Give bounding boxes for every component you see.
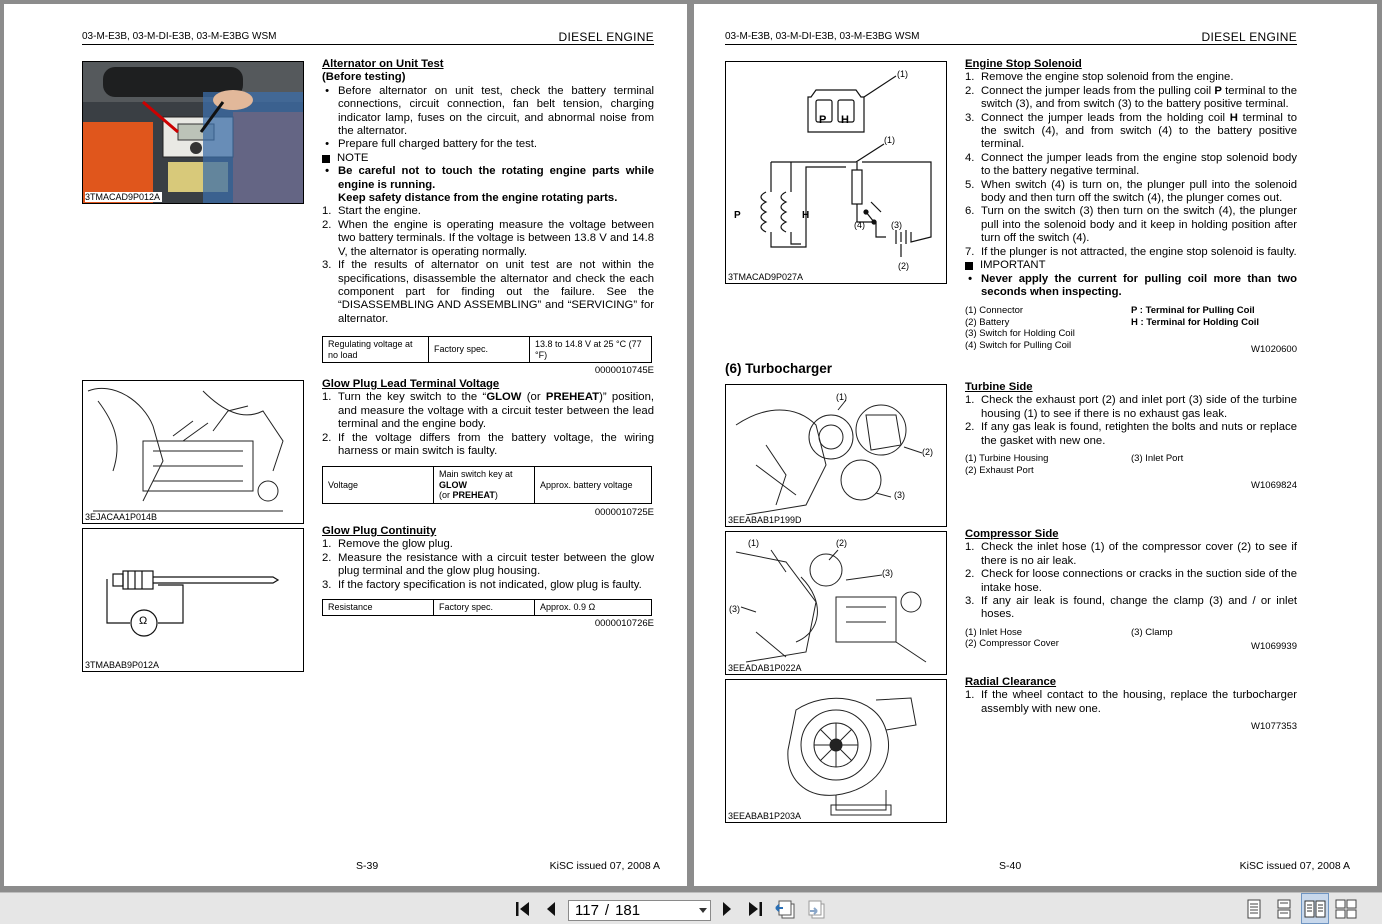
table-cell: Factory spec. [434,600,535,616]
alternator-spec-table [322,336,652,363]
issue-note: KiSC issued 07, 2008 A [1239,860,1350,872]
turbine-section: Turbine Side 1. Check the exhaust port (2) and inlet port (3) side of the turbine housing (1) to see if there is no exhaust gas leak. 2. If any gas leak is found, retighten the bolts and nuts or replace the gasket with new one. (1) Turbine Housing (2) Exhaust Port (3) Inlet Port [965,381,1297,476]
diagram-label: P [819,114,827,126]
bullet-item: Before alternator on unit test, check the battery terminal connections, circuit connection, fan belt tension, charging indicator lamp, fuses on the circuit, and abnormal noise from the alternator. [338,84,654,138]
previous-page-icon[interactable] [541,893,561,924]
note-text: Be careful not to touch the rotating engine parts while engine is running. [338,165,654,191]
issue-note: KiSC issued 07, 2008 A [549,860,660,872]
table-cell: Regulating voltage at no load [323,337,429,363]
legend: (1) Inlet Hose (2) Compressor Cover (3) Clamp [965,626,1173,650]
legend: (1) Turbine Housing (2) Exhaust Port (3) Inlet Port [965,453,1184,476]
diagram-label: (1) [748,538,759,548]
alternator-photo-image [83,62,303,203]
header-rule [82,44,654,45]
next-view-icon[interactable] [802,893,828,924]
step-item: Check the inlet hose (1) of the compressor cover (2) to see if there is no air leak. [981,541,1297,567]
section-title: Compressor Side [965,528,1059,540]
current-page-value: 117 [575,902,599,919]
bullet-item: Prepare full charged battery for the test. [338,138,538,151]
solenoid-section: Engine Stop Solenoid 1. Remove the engine stop solenoid from the engine. 2. Connect the jumper leads from the pulling coil P terminal to the switch (3), and from switch (3) to the battery positive terminal. 3. Connect the jumper leads from the holding coil H terminal to the switch (4), and from switch (4) to the battery positive terminal. 4. Connect the jumper leads from the engine stop solenoid body to the battery negative terminal. 5. When switch (4) is turn on, the plunger pull into the solenoid body and then turn off the switch (4), the plunger comes out. 6. Turn on the switch (3) then turn on the switch (4), the plunger pull into the solenoid body and it keep in holding position after turn off the switch (4). 7. If the plunger is not attracted, the engine stop solenoid is faulty. IMPORTANT • Never apply the current for pulling coil more than two seconds when inspecting. (1) Connector (2) Battery (3) Switch for Holding Coil (4) Switch for Pulling Coil P : Terminal for Pulling Coil H : Terminal for Holding Coil [965,58,1297,351]
previous-view-icon[interactable] [772,893,798,924]
note-text: Keep safety distance from the engine rotating parts. [338,192,618,205]
next-page-icon[interactable] [717,893,737,924]
reference-code: 0000010725E [594,507,654,518]
step-text: Turn the key switch to the “ [338,391,487,404]
compressor-side-figure [725,531,947,675]
figure-caption: 3TMABAB9P012A [85,660,160,670]
section-title: Glow Plug Continuity [322,525,437,537]
important-text: Never apply the current for pulling coil more than two seconds when inspecting. [981,272,1297,298]
section-title: Turbine Side [965,381,1033,393]
step-item: Remove the glow plug. [338,538,453,551]
figure-caption: 3EEADAB1P022A [728,663,802,673]
compressor-wheel-drawing [726,680,946,822]
reference-code: W1069939 [1251,641,1297,652]
step-item: If any gas leak is found, retighten the bolts and nuts or replace the gasket with new one. [981,421,1297,447]
figure-caption: 3EEABAB1P203A [728,811,802,821]
continuous-facing-icon[interactable] [1334,893,1358,924]
step-text-bold: PREHEAT [545,391,600,404]
figure-caption: 3TMACAD9P027A [728,272,804,282]
table-cell: Resistance [323,600,434,616]
diagram-label: (2) [922,447,933,457]
reference-code: W1077353 [1251,721,1297,732]
step-item: Start the engine. [338,205,421,218]
step-item: If the results of alternator on unit test are not within the specifications, disassemble the alternator and check the each component part for finding out the failure. See the “DISASSEMBLING AND ASSEMBLING” and “SERVICING” for alternator. [338,259,654,325]
page-header-right: DIESEL ENGINE [558,30,654,44]
note-label: NOTE [337,151,369,164]
figure-caption: 3TMACAD9P012A [85,192,161,202]
section-subtitle: (Before testing) [322,71,406,84]
radial-section: Radial Clearance 1. If the wheel contact to the housing, replace the turbocharger assembly with new one. [965,676,1297,715]
step-item: If the factory specification is not indicated, glow plug is faulty. [338,578,642,591]
engine-line-drawing [83,381,303,523]
glow-plug-figure [82,528,304,672]
turbine-side-figure [725,384,947,527]
important-label: IMPORTANT [980,259,1046,272]
alternator-test-photo [82,61,304,204]
step-text: )” position, and measure the voltage with a circuit tester between the lead terminal and the engine body. [338,391,654,431]
right-page [694,4,1377,886]
table-cell: 13.8 to 14.8 V at 25 °C (77 °F) [530,337,652,363]
diagram-label: (3) [894,490,905,500]
reference-code: 0000010745E [594,365,654,376]
note-square-icon [322,155,330,163]
section-title: Alternator on Unit Test [322,58,444,70]
diagram-label: (2) [898,261,909,271]
page-number-input[interactable] [568,900,711,921]
step-item: Measure the resistance with a circuit tester between the glow plug terminal and the glow plug housing. [338,551,654,578]
left-page [4,4,687,886]
table-cell: Factory spec. [429,337,530,363]
first-page-icon[interactable] [512,893,534,924]
step-item: When switch (4) is turn on, the plunger pull into the solenoid body and then turn off the switch (4), the plunger comes out. [981,178,1297,205]
step-item: Check the exhaust port (2) and inlet port (3) side of the turbine housing (1) to see if there is no exhaust gas leak. [981,394,1297,420]
table-cell: Main switch key at GLOW (or PREHEAT) [434,467,535,504]
glow-continuity-spec-table [322,599,652,616]
compressor-section: Compressor Side 1. Check the inlet hose (1) of the compressor cover (2) to see if there is no air leak. 2. Check for loose connections or cracks in the suction side of the intake hose. 3. If any air leak is found, change the clamp (3) and / or inlet hoses. (1) Inlet Hose (2) Compressor Cover (3) Clamp [965,528,1297,650]
glow-lead-figure [82,380,304,524]
continuous-icon[interactable] [1273,893,1295,924]
radial-clearance-figure [725,679,947,823]
reference-code: W1069824 [1251,480,1297,491]
step-item: When the engine is operating measure the voltage between two battery terminals. If the voltage is between 13.8 V and 14.8 V, the alternator is operating normally. [338,218,654,258]
step-item: Turn on the switch (3) then turn on the switch (4), the plunger pull into the solenoid body and it keep in holding position after turn off the switch (4). [981,205,1297,245]
section-title: Glow Plug Lead Terminal Voltage [322,378,500,390]
step-item: If any air leak is found, change the clamp (3) and / or inlet hoses. [981,595,1297,621]
page-header-right: DIESEL ENGINE [1201,30,1297,44]
last-page-icon[interactable] [744,893,766,924]
diagram-label: (1) [836,392,847,402]
diagram-label: (2) [836,538,847,548]
step-item: If the voltage differs from the battery voltage, the wiring harness or main switch is faulty. [338,431,654,458]
diagram-label: H [841,114,849,126]
turbine-drawing [726,385,946,526]
table-cell: Voltage [323,467,434,504]
diagram-label: (1) [897,69,908,79]
page-number: S-39 [356,860,379,872]
glow-continuity-section: Glow Plug Continuity 1. Remove the glow plug. 2. Measure the resistance with a circuit tester between the glow plug terminal and the glow plug housing. 3. If the factory specification is not indicated, glow plug is faulty. [322,525,654,591]
total-pages-value: 181 [615,902,641,919]
turbocharger-heading: (6) Turbocharger [725,361,833,376]
step-text: (or [521,391,546,404]
table-cell: Approx. battery voltage [535,467,652,504]
reference-code: 0000010726E [594,618,654,629]
facing-pages-icon[interactable] [1301,893,1329,924]
table-cell: Approx. 0.9 Ω [535,600,652,616]
solenoid-wiring-diagram [726,62,946,283]
diagram-label: H [802,210,810,221]
step-item: Connect the jumper leads from the engine stop solenoid body to the battery negative terminal. [981,151,1297,178]
section-title: Radial Clearance [965,676,1057,688]
alternator-section: Alternator on Unit Test (Before testing) • Before alternator on unit test, check the battery terminal connections, circuit connection, fan belt tension, charging indicator lamp, fuses on the circuit, and abnormal noise from the alternator. • Prepare full charged battery for the test. NOTE • Be careful not to touch the rotating engine parts while engine is running. Keep safety distance from the engine rotating parts. 1. Start the engine. 2. When the engine is operating measure the voltage between two battery terminals. If the voltage is between 13.8 V and 14.8 V, the alternator is operating normally. 3. If the results of alternator on unit test are not within the specifications, disassemble the alternator and check the each component part for finding out the failure. See the “DISASSEMBLING AND ASSEMBLING” and “SERVICING” for alternator. [322,58,654,325]
glow-lead-section: Glow Plug Lead Terminal Voltage 1. Turn the key switch to the “GLOW (or PREHEAT)” position, and measure the voltage with a circuit tester between the lead terminal and the engine body. 2. If the voltage differs from the battery voltage, the wiring harness or main switch is faulty. [322,378,654,458]
step-item: If the plunger is not attracted, the engine stop solenoid is faulty. [981,245,1297,258]
solenoid-circuit-figure [725,61,947,284]
glow-plug-circuit-drawing [83,529,303,671]
page-header-left: 03-M-E3B, 03-M-DI-E3B, 03-M-E3BG WSM [82,31,277,42]
diagram-label: (4) [854,220,865,230]
figure-caption: 3EEABAB1P199D [728,515,802,525]
step-item: If the wheel contact to the housing, replace the turbocharger assembly with new one. [981,689,1297,715]
step-text-bold: GLOW [486,391,522,404]
diagram-label: (3) [882,568,893,578]
step-item: Check for loose connections or cracks in the suction side of the intake hose. [981,568,1297,594]
compressor-drawing [726,532,946,674]
diagram-label: (1) [884,135,895,145]
page-number: S-40 [999,860,1022,872]
section-title: Engine Stop Solenoid [965,58,1082,70]
legend: (1) Connector (2) Battery (3) Switch for Holding Coil (4) Switch for Pulling Coil P : Terminal for Pulling Coil H : Terminal for Holding Coil [965,305,1260,351]
single-page-icon[interactable] [1243,893,1265,924]
step-item: Remove the engine stop solenoid from the engine. [981,71,1234,84]
figure-caption: 3EJACAA1P014B [85,512,158,522]
reference-code: W1020600 [1251,344,1297,355]
navigation-toolbar [0,892,1382,924]
important-square-icon [965,262,973,270]
glow-lead-spec-table [322,466,652,504]
header-rule [725,44,1297,45]
diagram-label: (3) [729,604,740,614]
diagram-label: P [734,210,741,221]
page-separator: / [604,902,610,919]
chevron-down-icon[interactable] [699,908,707,913]
page-header-left: 03-M-E3B, 03-M-DI-E3B, 03-M-E3BG WSM [725,31,920,42]
diagram-label: (3) [891,220,902,230]
ohmmeter-symbol: Ω [139,615,148,627]
